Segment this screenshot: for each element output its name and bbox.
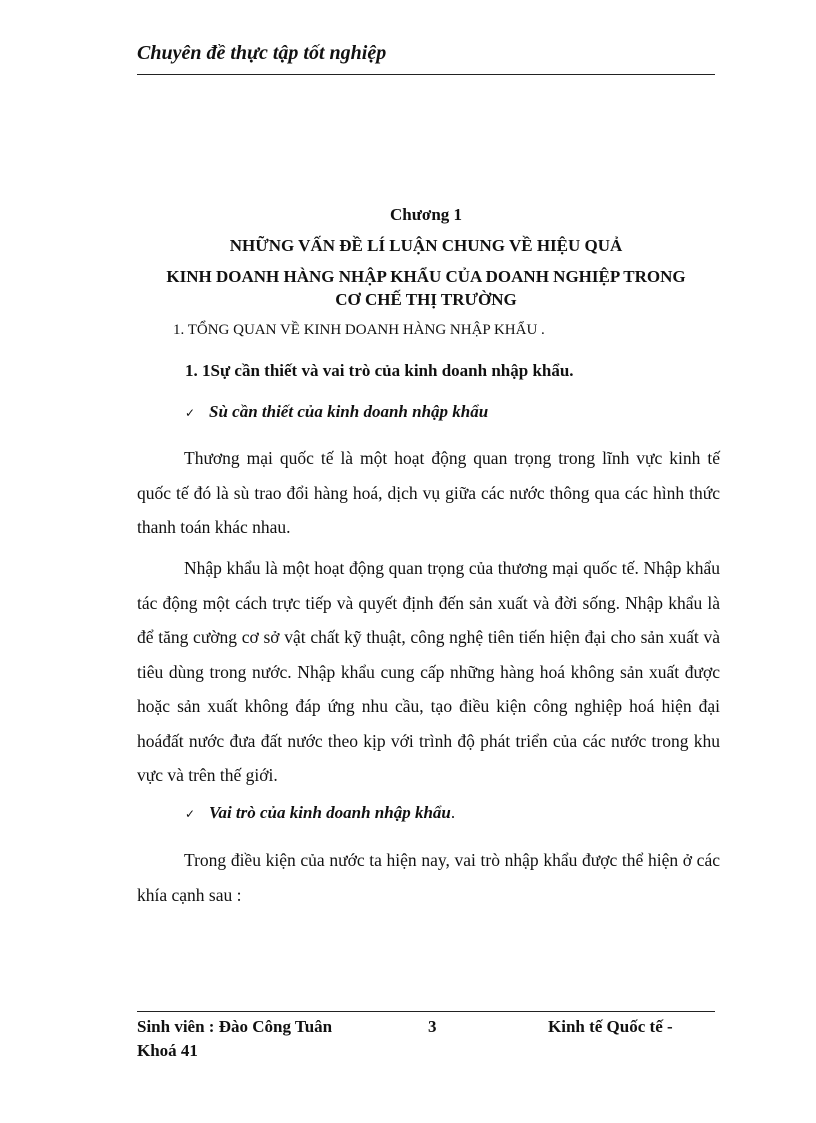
footer-rule [137,1011,715,1012]
bullet-heading-role [185,803,455,823]
checkmark-icon: ✓ [185,406,196,420]
bullet-heading-necessity [185,402,488,422]
footer-cohort: Khoá 41 [137,1041,198,1060]
paragraph-1: Thương mại quốc tế là một hoạt động quan trọng trong lĩnh vực kinh tế quốc tế đó là sù trao đổi hàng hoá, dịch vụ giữa các nước thông qua các hình thức thanh toán khác nhau. [137,448,720,537]
section-heading: 1. TỔNG QUAN VỀ KINH DOANH HÀNG NHẬP KHẨU . [173,322,545,338]
chapter-title-line-1: NHỮNG VẤN ĐỀ LÍ LUẬN CHUNG VỀ HIỆU QUẢ [229,236,623,255]
footer-department: Kinh tế Quốc tế - [548,1017,673,1036]
bullet-heading-text: Sù cần thiết của kinh doanh nhập khẩu [209,402,489,421]
checkmark-icon: ✓ [185,807,196,821]
running-header-title: Chuyên đề thực tập tốt nghiệp [137,42,387,64]
chapter-number: Chương 1 [389,205,463,224]
paragraph-2: Nhập khẩu là một hoạt động quan trọng của thương mại quốc tế. Nhập khẩu tác động một cách trực tiếp và quyết định đến sản xuất và đời sống. Nhập khẩu là để tăng cường cơ sở vật chất kỹ thuật, công nghệ tiên tiến hiện đại cho sản xuất và tiêu dùng trong nước. Nhập khẩu cung cấp những hàng hoá không sản xuất được hoặc sản xuất không đáp ứng nhu cầu, tạo điều kiện công nghiệp hoá hiện đại hoáđất nước đưa đất nước theo kịp với trình độ phát triển của các nước trong khu vực và trên thế giới. [137,558,720,785]
paragraph-3: Trong điều kiện của nước ta hiện nay, vai trò nhập khẩu được thể hiện ở các khía cạnh sau : [137,850,720,905]
footer-page-number: 3 [428,1017,437,1036]
subsection-heading: 1. 1Sự cần thiết và vai trò của kinh doanh nhập khẩu. [185,361,574,380]
footer-student: Sinh viên : Đào Công Tuân [137,1017,333,1036]
chapter-title-line-3: CƠ CHẾ THỊ TRƯỜNG [335,290,517,309]
bullet-heading-suffix: . [450,803,456,822]
bullet-heading-text: Vai trò của kinh doanh nhập khẩu [209,803,451,822]
chapter-title-line-2: KINH DOANH HÀNG NHẬP KHẨU CỦA DOANH NGHIỆP TRONG [166,267,686,286]
header-rule [137,74,715,75]
